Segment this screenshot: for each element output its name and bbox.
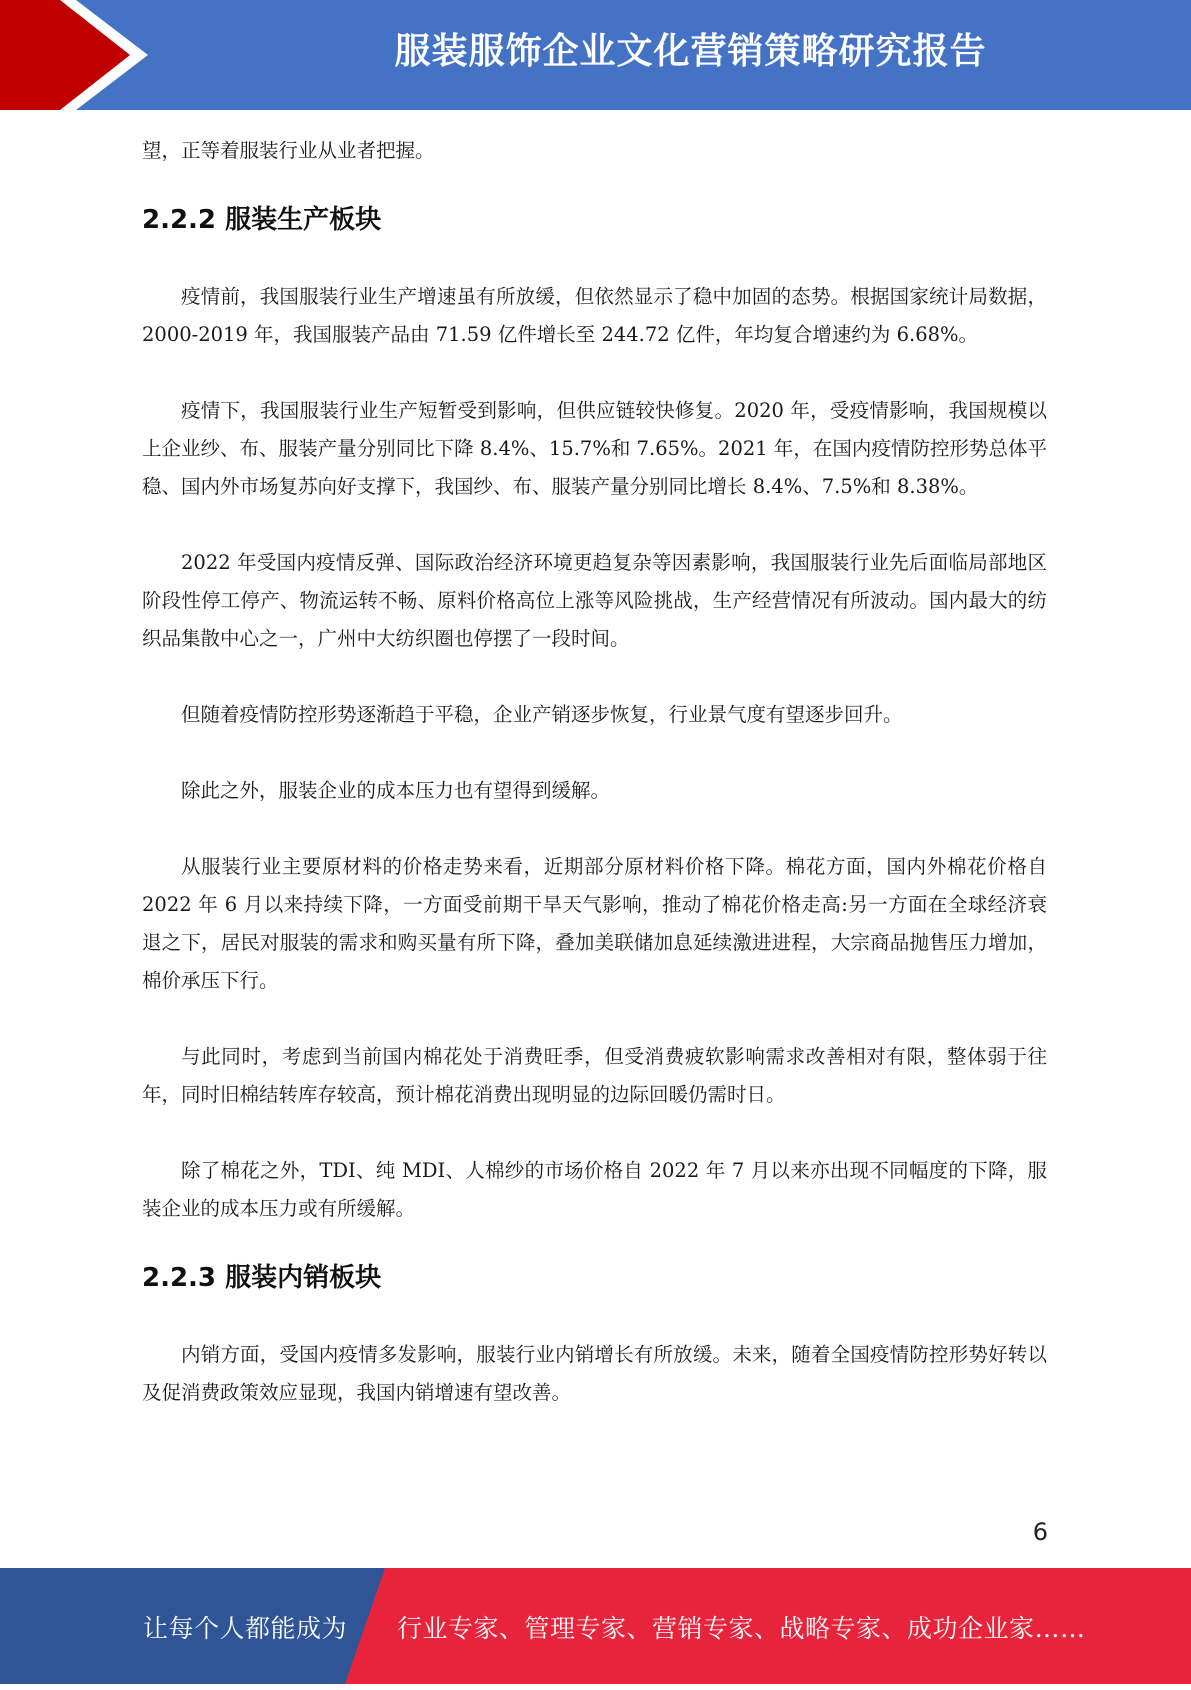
report-title: 服装服饰企业文化营销策略研究报告 (394, 31, 987, 72)
section-heading-2-2-2: 2.2.2 服装生产板块 (142, 205, 382, 235)
page-footer (0, 1568, 1191, 1684)
page-content (142, 132, 1047, 1450)
paragraph: 与此同时，考虑到当前国内棉花处于消费旺季，但受消费疲软影响需求改善相对有限，整体弱于往年，同时旧棉结转库存较高，预计棉花消费出现明显的边际回暖仍需时日。 (142, 1045, 1047, 1106)
paragraph: 疫情下，我国服装行业生产短暂受到影响，但供应链较快修复。2020 年，受疫情影响，我国规模以上企业纱、布、服装产量分别同比下降 8.4%、15.7%和 7.65%。2021 年，在国内疫情防控形势总体平稳、国内外市场复苏向好支撑下，我国纱、布、服装产量分别同比增长 8.4%、7.5%和 8.38%。 (142, 399, 1047, 498)
footer-slogan-left: 让每个人都能成为 (143, 1614, 348, 1643)
paragraph: 2022 年受国内疫情反弹、国际政治经济环境更趋复杂等因素影响，我国服装行业先后面临局部地区阶段性停工停产、物流运转不畅、原料价格高位上涨等风险挑战，生产经营情况有所波动。国内最大的纺织品集散中心之一，广州中大纺织圈也停摆了一段时间。 (142, 551, 1047, 650)
paragraph: 但随着疫情防控形势逐渐趋于平稳，企业产销逐步恢复，行业景气度有望逐步回升。 (181, 703, 903, 726)
paragraph: 疫情前，我国服装行业生产增速虽有所放缓，但依然显示了稳中加固的态势。根据国家统计局数据，2000-2019 年，我国服装产品由 71.59 亿件增长至 244.72 亿件，年均复合增速约为 6.68%。 (142, 285, 1047, 346)
section-heading-2-2-3: 2.2.3 服装内销板块 (142, 1263, 382, 1293)
page-number: 6 (1032, 1518, 1048, 1546)
paragraph: 从服装行业主要原材料的价格走势来看，近期部分原材料价格下降。棉花方面，国内外棉花价格自 2022 年 6 月以来持续下降，一方面受前期干旱天气影响，推动了棉花价格走高:另一方面在全球经济衰退之下，居民对服装的需求和购买量有所下降，叠加美联储加息延续激进进程，大宗商品抛售压力增加，棉价承压下行。 (142, 855, 1047, 992)
paragraph: 除此之外，服装企业的成本压力也有望得到缓解。 (181, 779, 611, 802)
paragraph: 内销方面，受国内疫情多发影响，服装行业内销增长有所放缓。未来，随着全国疫情防控形势好转以及促消费政策效应显现，我国内销增速有望改善。 (142, 1343, 1047, 1404)
header-arrow-icon (0, 0, 160, 110)
page-header (0, 0, 1191, 110)
paragraph: 除了棉花之外，TDI、纯 MDI、人棉纱的市场价格自 2022 年 7 月以来亦出现不同幅度的下降，服装企业的成本压力或有所缓解。 (142, 1159, 1047, 1220)
footer-slogan-right: 行业专家、管理专家、营销专家、战略专家、成功企业家…… (397, 1614, 1086, 1643)
intro-fragment: 望，正等着服装行业从业者把握。 (142, 139, 435, 162)
